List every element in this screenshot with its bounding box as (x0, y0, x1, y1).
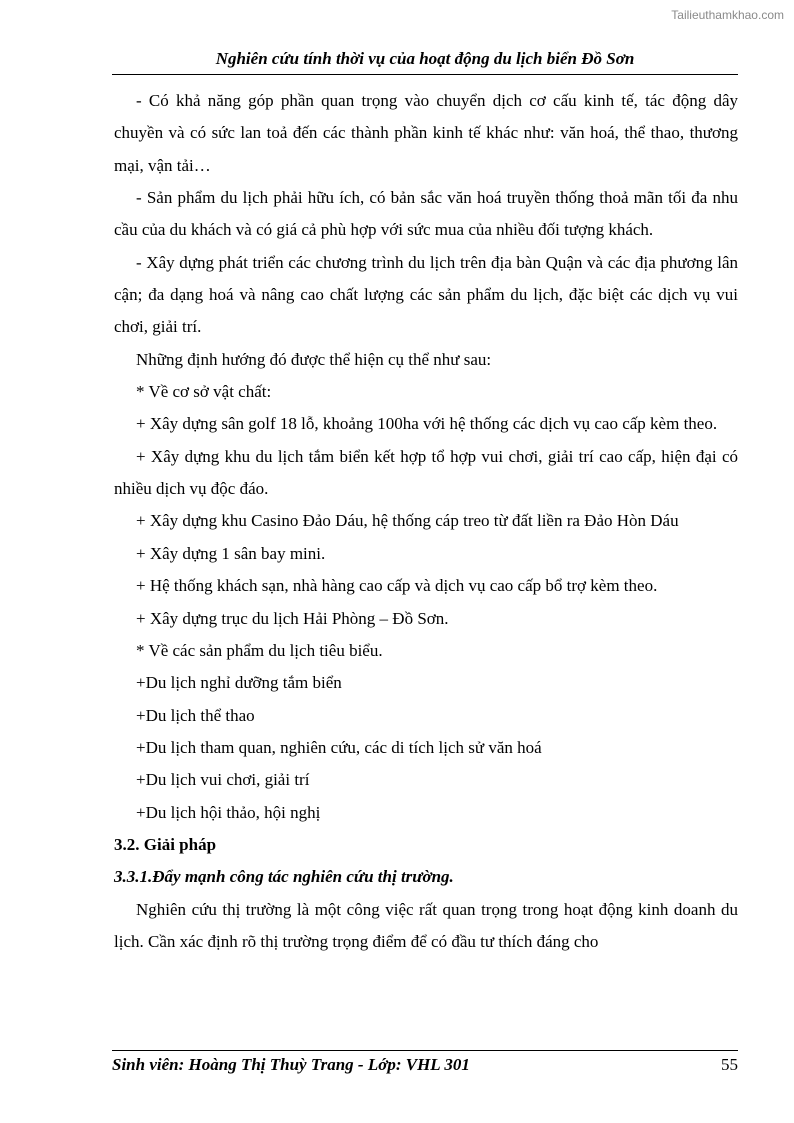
paragraph: + Xây dựng khu Casino Đảo Dáu, hệ thống cáp treo từ đất liền ra Đảo Hòn Dáu (136, 511, 679, 531)
page-header-title: Nghiên cứu tính thời vụ của hoạt động du lịch biển Đồ Sơn (215, 49, 635, 68)
watermark: Tailieuthamkhao.com (671, 8, 784, 22)
paragraph: Những định hướng đó được thể hiện cụ thể như sau: (136, 349, 492, 369)
list-item: +Du lịch thể thao (136, 705, 255, 725)
paragraph: - Sản phẩm du lịch phải hữu ích, có bản sắc văn hoá truyền thống thoả mãn tối đa nhu cầu của du khách và có giá cả phù hợp với sức mua của nhiều đối tượng khách. (114, 188, 738, 240)
list-item: +Du lịch tham quan, nghiên cứu, các di tích lịch sử văn hoá (136, 737, 542, 757)
header-divider (112, 74, 738, 75)
list-item: +Du lịch hội thảo, hội nghị (136, 802, 321, 822)
paragraph: - Có khả năng góp phần quan trọng vào chuyển dịch cơ cấu kinh tế, tác động dây chuyền và có sức lan toả đến các thành phần kinh tế khác như: văn hoá, thể thao, thương mại, vận tải… (114, 91, 738, 175)
paragraph: + Hệ thống khách sạn, nhà hàng cao cấp và dịch vụ cao cấp bổ trợ kèm theo. (136, 576, 658, 596)
list-item: +Du lịch nghỉ dưỡng tắm biển (136, 673, 342, 693)
footer-divider (112, 1050, 738, 1051)
paragraph: * Về các sản phẩm du lịch tiêu biểu. (136, 640, 383, 660)
paragraph: - Xây dựng phát triển các chương trình du lịch trên địa bàn Quận và các địa phương lân cận; đa dạng hoá và nâng cao chất lượng các sản phẩm du lịch, đặc biệt các dịch vụ vui chơi, giải trí. (114, 252, 738, 337)
paragraph: + Xây dựng 1 sân bay mini. (136, 543, 326, 563)
subsection-heading: 3.3.1.Đẩy mạnh công tác nghiên cứu thị trường. (114, 867, 454, 887)
paragraph: + Xây dựng sân golf 18 lỗ, khoảng 100ha với hệ thống các dịch vụ cao cấp kèm theo. (136, 414, 718, 434)
page-footer (112, 1053, 738, 1077)
paragraph: + Xây dựng khu du lịch tắm biển kết hợp tổ hợp vui chơi, giải trí cao cấp, hiện đại có nhiều dịch vụ độc đáo. (114, 446, 738, 499)
paragraph: * Về cơ sở vật chất: (136, 382, 272, 402)
list-item: +Du lịch vui chơi, giải trí (136, 770, 310, 790)
footer-author: Sinh viên: Hoàng Thị Thuỳ Trang - Lớp: VHL 301 (112, 1055, 470, 1074)
page-body (114, 85, 738, 958)
section-heading: 3.2. Giải pháp (114, 834, 217, 854)
paragraph: + Xây dựng trục du lịch Hải Phòng – Đồ Sơn. (136, 608, 449, 628)
page-number: 55 (721, 1055, 738, 1074)
paragraph: Nghiên cứu thị trường là một công việc rất quan trọng trong hoạt động kinh doanh du lịch. Cần xác định rõ thị trường trọng điểm để có đầu tư thích đáng cho (114, 899, 738, 951)
